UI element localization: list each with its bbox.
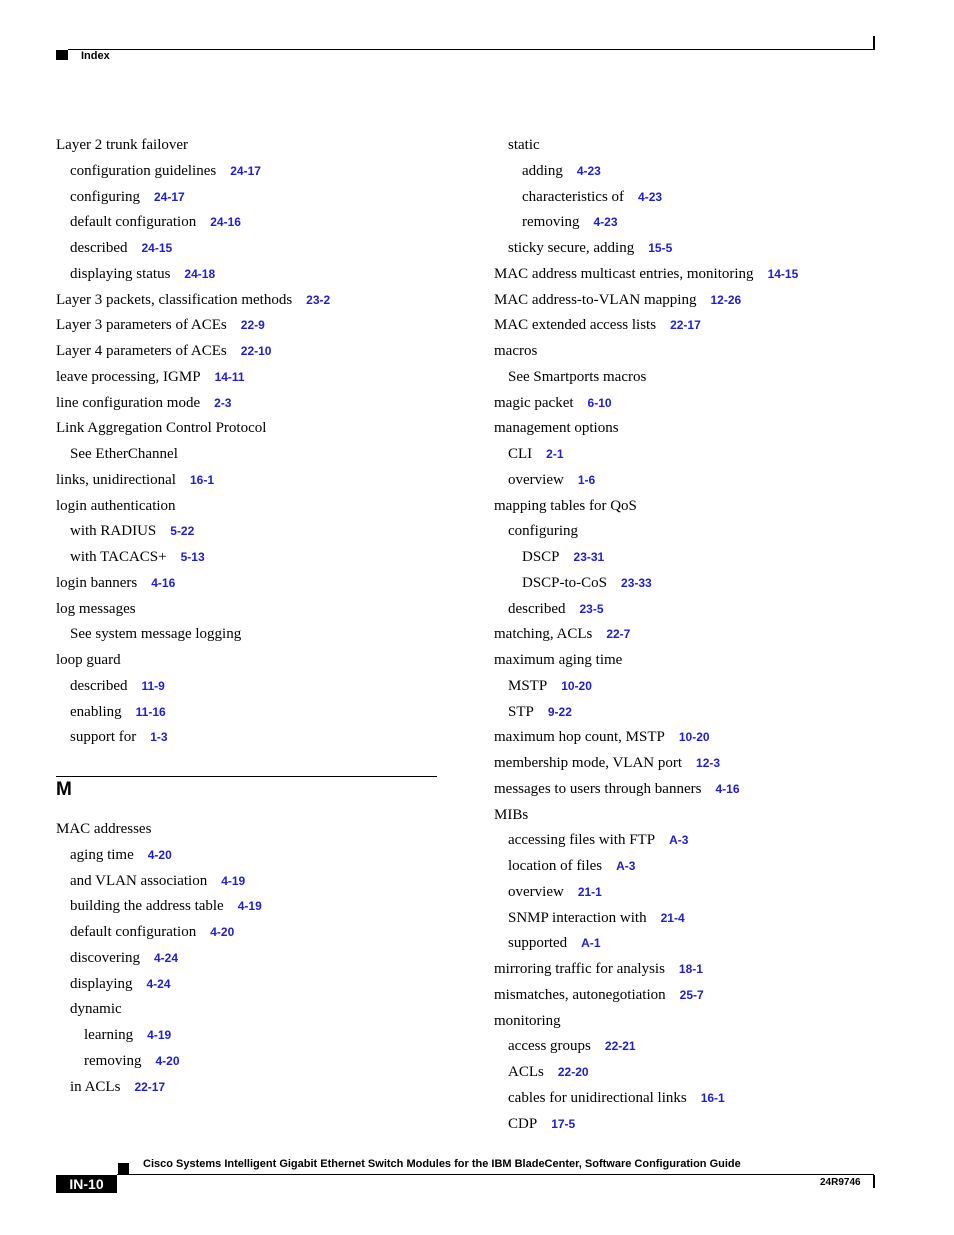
index-column-right (494, 133, 894, 1137)
index-term: membership mode, VLAN port (494, 755, 683, 771)
index-entry (494, 1034, 894, 1060)
index-term: overview (508, 471, 564, 488)
page-reference-link[interactable]: 24-17 (230, 163, 261, 178)
index-entry (494, 597, 894, 623)
index-entry (56, 236, 438, 262)
page-reference-link[interactable]: 15-5 (648, 241, 673, 255)
index-term: monitoring (494, 1012, 561, 1029)
index-term: aging time (70, 846, 134, 863)
index-term: See Smartports macros (508, 368, 647, 385)
index-term: CLI (508, 446, 533, 462)
page-reference-link[interactable]: 4-16 (151, 575, 176, 590)
page-reference-link[interactable]: 4-23 (576, 163, 601, 178)
page-reference-link[interactable]: 16-1 (700, 1090, 725, 1105)
index-list-l (56, 133, 438, 751)
page-reference-link[interactable]: A-1 (581, 936, 601, 951)
index-term: default configuration (70, 924, 197, 940)
index-entry (494, 906, 894, 932)
footer-title: Cisco Systems Intelligent Gigabit Ethernet Switch Modules for the IBM BladeCenter, Software Configuration Guide (143, 1158, 741, 1170)
index-term: location of files (508, 858, 603, 874)
index-term: Layer 2 trunk failover (56, 137, 189, 153)
index-entry (56, 972, 438, 998)
header-tick (873, 36, 875, 50)
page-reference-link[interactable]: 17-5 (551, 1116, 576, 1131)
index-term: mirroring traffic for analysis (494, 961, 665, 977)
index-entry (56, 339, 438, 365)
index-term: supported (508, 935, 568, 952)
index-term: management options (494, 420, 619, 437)
page-reference-link[interactable]: 4-16 (715, 781, 740, 796)
page-reference-link[interactable]: 18-1 (678, 962, 703, 976)
index-term: Link Aggregation Control Protocol (56, 420, 267, 437)
index-entry (56, 869, 438, 895)
index-entry (56, 159, 438, 185)
index-entry (56, 545, 438, 571)
page-reference-link[interactable]: 23-33 (621, 575, 652, 590)
index-term: Layer 3 parameters of ACEs (56, 317, 227, 334)
index-entry (494, 674, 894, 700)
index-entry (56, 843, 438, 869)
index-term: leave processing, IGMP (56, 368, 201, 385)
index-term: messages to users through banners (494, 780, 702, 797)
index-entry (494, 725, 894, 751)
index-term: support for (70, 729, 137, 746)
index-term: MSTP (508, 677, 548, 694)
index-term: in ACLs (70, 1078, 121, 1095)
index-term: macros (494, 343, 538, 359)
page-reference-link[interactable]: 11-16 (135, 704, 166, 719)
footer-rule (117, 1174, 874, 1175)
index-term: links, unidirectional (56, 471, 176, 488)
index-entry (494, 1086, 894, 1112)
index-term: adding (522, 162, 563, 179)
index-entry (56, 1075, 438, 1101)
page-reference-link[interactable]: 5-22 (170, 524, 195, 539)
index-entry (494, 803, 894, 829)
index-entry (494, 519, 894, 545)
page-reference-link[interactable]: 14-11 (214, 369, 245, 384)
index-term: MAC addresses (56, 821, 152, 837)
page-number: IN-10 (56, 1175, 117, 1193)
doc-code: 24R9746 (820, 1177, 861, 1188)
index-entry (494, 416, 894, 442)
index-entry (494, 442, 894, 468)
index-entry (56, 1049, 438, 1075)
index-entry (494, 957, 894, 983)
index-entry (494, 931, 894, 957)
index-entry (494, 1009, 894, 1035)
section-gap (56, 751, 438, 776)
index-entry (494, 751, 894, 777)
index-term: See system message logging (70, 626, 242, 643)
index-entry (56, 288, 438, 314)
index-entry (56, 700, 438, 726)
page-reference-link[interactable]: 4-23 (638, 189, 663, 204)
index-entry (494, 828, 894, 854)
page-reference-link[interactable]: 22-9 (240, 318, 265, 333)
index-term: cables for unidirectional links (508, 1089, 687, 1106)
index-term: discovering (70, 949, 140, 966)
index-entry (56, 1023, 438, 1049)
index-term: SNMP interaction with (508, 909, 647, 926)
index-term: mapping tables for QoS (494, 497, 637, 514)
page-reference-link[interactable]: A-3 (669, 833, 689, 848)
page-reference-link[interactable]: 23-5 (579, 601, 604, 616)
index-entry (56, 946, 438, 972)
index-entry (56, 185, 438, 211)
index-term: ACLs (508, 1064, 544, 1080)
page-reference-link[interactable]: 22-7 (606, 627, 631, 642)
footer-tick (873, 1175, 875, 1188)
index-entry (494, 571, 894, 597)
index-term: MIBs (494, 806, 529, 823)
index-term: Layer 4 parameters of ACEs (56, 343, 227, 359)
page-reference-link[interactable]: 23-2 (306, 292, 331, 307)
index-list-m-continued (494, 133, 894, 1137)
index-entry (56, 622, 438, 648)
index-entry (494, 880, 894, 906)
index-entry (494, 339, 894, 365)
index-term: DSCP-to-CoS (522, 574, 608, 591)
page-reference-link[interactable]: 24-16 (210, 215, 241, 230)
index-entry (494, 159, 894, 185)
index-term: dynamic (70, 1001, 122, 1018)
index-entry (56, 571, 438, 597)
index-term: with TACACS+ (70, 549, 167, 565)
index-term: MAC address multicast entries, monitoring (494, 265, 754, 282)
index-term: configuration guidelines (70, 162, 217, 179)
page-reference-link[interactable]: 24-17 (153, 189, 185, 204)
index-term: with RADIUS (70, 523, 157, 540)
index-term: MAC extended access lists (494, 317, 657, 334)
index-term: maximum hop count, MSTP (494, 729, 665, 746)
index-term: learning (84, 1027, 134, 1043)
index-term: login banners (56, 574, 138, 591)
index-term: removing (84, 1052, 142, 1069)
footer-marker (118, 1163, 129, 1174)
index-entry (494, 288, 894, 314)
index-entry (56, 391, 438, 417)
index-term: default configuration (70, 214, 197, 231)
index-entry (494, 1060, 894, 1086)
page-reference-link[interactable]: 10-20 (678, 730, 710, 745)
index-term: STP (508, 703, 534, 720)
index-entry (494, 494, 894, 520)
page-reference-link[interactable]: 4-19 (221, 873, 246, 888)
page-reference-link[interactable]: 4-23 (593, 215, 618, 230)
index-entry (56, 725, 438, 751)
index-entry (56, 416, 438, 442)
page-reference-link[interactable]: 11-9 (141, 678, 165, 693)
index-term: maximum aging time (494, 652, 623, 668)
index-term: configuring (508, 523, 578, 540)
index-term: described (70, 677, 128, 694)
index-entry (56, 920, 438, 946)
index-term: described (70, 240, 128, 256)
index-term: matching, ACLs (494, 626, 593, 643)
index-term: mismatches, autonegotiation (494, 986, 666, 1003)
page-reference-link[interactable]: 4-19 (147, 1028, 172, 1042)
page-reference-link[interactable]: 21-1 (577, 884, 602, 899)
page-reference-link[interactable]: 4-20 (147, 847, 172, 862)
index-entry (56, 817, 438, 843)
index-term: access groups (508, 1038, 591, 1055)
index-entry (494, 648, 894, 674)
page-reference-link[interactable]: 12-3 (696, 756, 721, 770)
index-term: overview (508, 883, 564, 900)
index-term: removing (522, 214, 580, 231)
index-entry (56, 313, 438, 339)
index-term: log messages (56, 600, 136, 617)
index-entry (494, 262, 894, 288)
page-reference-link[interactable]: 25-7 (679, 987, 704, 1002)
page-reference-link[interactable]: 21-4 (660, 910, 685, 925)
header-rule (68, 49, 874, 50)
page-reference-link[interactable]: 2-3 (214, 395, 232, 410)
index-term: sticky secure, adding (508, 240, 635, 256)
index-term: characteristics of (522, 188, 625, 205)
page-reference-link[interactable]: 23-31 (573, 550, 605, 564)
page-reference-link[interactable]: 22-20 (557, 1065, 589, 1079)
index-term: enabling (70, 703, 122, 720)
index-entry (494, 210, 894, 236)
index-entry (494, 468, 894, 494)
page-reference-link[interactable]: 22-21 (604, 1039, 636, 1054)
index-entry (56, 997, 438, 1023)
index-entry (494, 133, 894, 159)
page-reference-link[interactable]: 10-20 (561, 678, 592, 693)
page-reference-link[interactable]: 4-19 (237, 899, 262, 914)
page-reference-link[interactable]: 4-24 (146, 976, 171, 991)
page-reference-link[interactable]: 22-17 (670, 318, 701, 333)
page-reference-link[interactable]: 24-18 (184, 266, 216, 281)
index-entry (494, 236, 894, 262)
index-term: described (508, 600, 566, 617)
page-reference-link[interactable]: 2-1 (546, 447, 564, 461)
page-reference-link[interactable]: 4-24 (153, 950, 179, 965)
index-term: configuring (70, 188, 140, 205)
index-entry (494, 622, 894, 648)
index-entry (56, 519, 438, 545)
index-entry (56, 133, 438, 159)
page-reference-link[interactable]: 16-1 (189, 472, 215, 487)
index-term: magic packet (494, 394, 574, 411)
index-entry (494, 777, 894, 803)
running-header: Index (81, 50, 110, 62)
index-entry (56, 442, 438, 468)
index-term: line configuration mode (56, 394, 201, 411)
page-reference-link[interactable]: 9-22 (547, 704, 572, 719)
index-entry (56, 597, 438, 623)
page-reference-link[interactable]: 1-6 (577, 472, 596, 487)
section-heading-m: M (56, 779, 72, 800)
header-marker (56, 50, 68, 60)
index-entry (56, 494, 438, 520)
page-reference-link[interactable]: 4-20 (155, 1053, 180, 1068)
index-entry (494, 313, 894, 339)
page-reference-link[interactable]: 6-10 (587, 395, 612, 410)
index-entry (56, 894, 438, 920)
index-entry (56, 468, 438, 494)
index-entry (494, 391, 894, 417)
page-reference-link[interactable]: 24-15 (141, 241, 173, 255)
index-entry (494, 700, 894, 726)
index-term: building the address table (70, 898, 224, 915)
index-term: login authentication (56, 497, 176, 514)
page-reference-link[interactable]: 14-15 (767, 266, 799, 281)
index-term: MAC address-to-VLAN mapping (494, 291, 697, 308)
index-entry (494, 365, 894, 391)
index-term: loop guard (56, 652, 121, 668)
page-reference-link[interactable]: 4-20 (210, 925, 235, 939)
index-term: static (508, 137, 540, 153)
index-term: accessing files with FTP (508, 832, 656, 849)
index-entry (56, 674, 438, 700)
index-term: CDP (508, 1115, 538, 1132)
page-reference-link[interactable]: 12-26 (710, 292, 742, 307)
index-term: See EtherChannel (70, 446, 178, 462)
index-entry (494, 545, 894, 571)
index-list-m (56, 817, 438, 1100)
index-entry (56, 210, 438, 236)
index-term: displaying (70, 975, 133, 992)
index-entry (56, 262, 438, 288)
page-reference-link[interactable]: 22-10 (240, 344, 272, 358)
index-term: DSCP (522, 549, 560, 565)
page-reference-link[interactable]: 22-17 (134, 1079, 166, 1094)
index-entry (56, 365, 438, 391)
page-reference-link[interactable]: 5-13 (180, 550, 205, 564)
index-entry (494, 854, 894, 880)
page-reference-link[interactable]: 1-3 (150, 730, 168, 745)
index-entry (494, 1112, 894, 1138)
index-term: displaying status (70, 265, 171, 282)
index-column-left (56, 133, 438, 1100)
page-reference-link[interactable]: A-3 (616, 859, 636, 873)
index-entry (56, 648, 438, 674)
index-entry (494, 185, 894, 211)
index-entry (494, 983, 894, 1009)
index-term: Layer 3 packets, classification methods (56, 291, 293, 308)
index-term: and VLAN association (70, 872, 208, 889)
